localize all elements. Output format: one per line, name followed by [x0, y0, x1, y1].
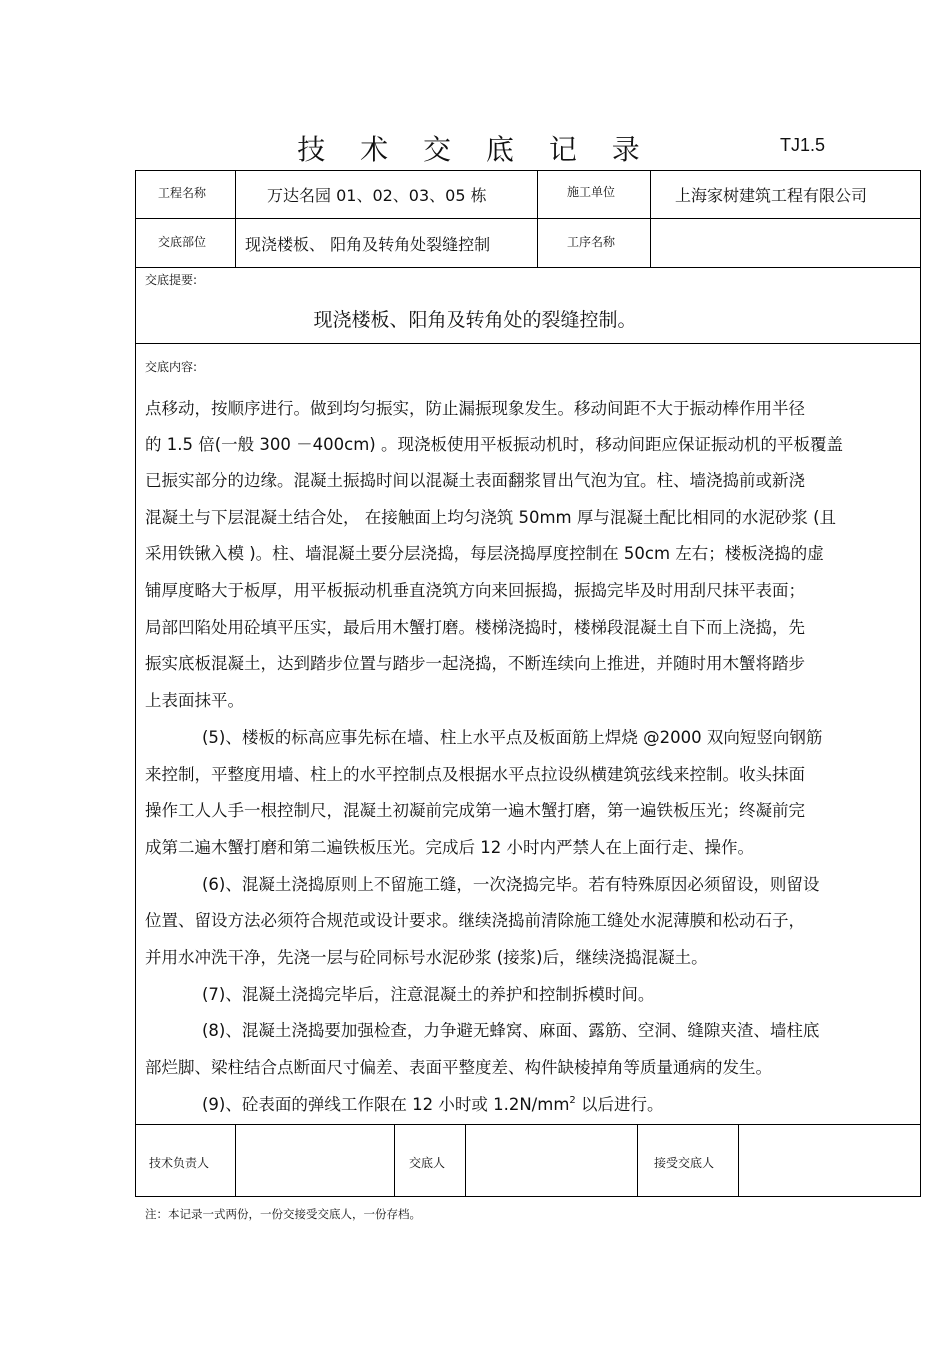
location-label: 交底部位 — [158, 235, 207, 249]
col-divider — [738, 1124, 739, 1197]
summary-label: 交底提要: — [145, 273, 198, 287]
summary-text: 现浇楼板、阳角及转角处的裂缝控制。 — [313, 309, 637, 331]
content-line: 采用铁锹入模 )。柱、墙混凝土要分层浇捣，每层浇捣厚度控制在 50cm 左右；楼板浇捣的虚 — [145, 544, 824, 563]
project-name-value: 万达名园 01、02、03、05 栋 — [267, 186, 487, 205]
contractor-value: 上海家树建筑工程有限公司 — [675, 186, 868, 205]
last-line-suffix: 以后进行。 — [575, 1095, 664, 1114]
tech-lead-label: 技术负责人 — [149, 1156, 210, 1170]
content-line: 的 1.5 倍(一般 300 －400cm) 。现浇板使用平板振动机时，移动间距应保证振动机的平板覆盖 — [145, 435, 843, 454]
content-line: (5)、楼板的标高应事先标在墙、柱上水平点及板面筋上焊烧 @2000 双向短竖向钢筋 — [202, 728, 823, 747]
content-line: 部烂脚、梁柱结合点断面尺寸偏差、表面平整度差、构件缺棱掉角等质量通病的发生。 — [145, 1058, 772, 1077]
col-divider — [235, 1124, 236, 1197]
content-line — [202, 1091, 664, 1115]
contractor-label: 施工单位 — [567, 185, 616, 199]
content-line: 来控制，平整度用墙、柱上的水平控制点及根据水平点拉设纵横建筑弦线来控制。收头抹面 — [145, 765, 805, 784]
content-line: 局部凹陷处用砼填平压实，最后用木蟹打磨。楼梯浇捣时，楼梯段混凝土自下而上浇捣，先 — [145, 618, 805, 637]
content-line: (6)、混凝土浇捣原则上不留施工缝，一次浇捣完毕。若有特殊原因必须留设，则留设 — [202, 875, 820, 894]
discloser-label: 交底人 — [409, 1156, 446, 1170]
location-value: 现浇楼板、 阳角及转角处裂缝控制 — [245, 235, 491, 254]
content-line: (7)、混凝土浇捣完毕后，注意混凝土的养护和控制拆模时间。 — [202, 985, 655, 1004]
process-label: 工序名称 — [567, 235, 616, 249]
content-line: 已振实部分的边缘。混凝土振捣时间以混凝土表面翻浆冒出气泡为宜。柱、墙浇捣前或新浇 — [145, 471, 805, 490]
content-line: 位置、留设方法必须符合规范或设计要求。继续浇捣前清除施工缝处水泥薄膜和松动石子， — [145, 911, 805, 930]
col-divider — [650, 170, 651, 267]
footnote: 注：本记录一式两份，一份交接受交底人，一份存档。 — [145, 1207, 421, 1221]
content-line: 振实底板混凝土，达到踏步位置与踏步一起浇捣，不断连续向上推进，并随时用木蟹将踏步 — [145, 654, 805, 673]
superscript-2: 2 — [569, 1095, 576, 1106]
row-divider — [135, 343, 921, 344]
col-divider — [465, 1124, 466, 1197]
content-line: 成第二遍木蟹打磨和第二遍铁板压光。完成后 12 小时内严禁人在上面行走、操作。 — [145, 838, 754, 857]
content-line: 点移动，按顺序进行。做到均匀振实，防止漏振现象发生。移动间距不大于振动棒作用半径 — [145, 399, 805, 418]
content-line: 操作工人人手一根控制尺，混凝土初凝前完成第一遍木蟹打磨，第一遍铁板压光；终凝前完 — [145, 801, 805, 820]
row-divider — [135, 218, 921, 219]
content-line: 并用水冲洗干净，先浇一层与砼同标号水泥砂浆 (接浆)后，继续浇捣混凝土。 — [145, 948, 708, 967]
document-title: 技 术 交 底 记 录 — [297, 133, 653, 166]
receiver-label: 接受交底人 — [654, 1156, 715, 1170]
col-divider — [637, 1124, 638, 1197]
row-divider — [135, 267, 921, 268]
content-line: 上表面抹平。 — [145, 691, 244, 710]
col-divider — [537, 170, 538, 267]
row-divider — [135, 1124, 921, 1125]
content-line: 混凝土与下层混凝土结合处， 在接触面上均匀浇筑 50mm 厚与混凝土配比相同的水泥砂浆 (且 — [145, 508, 837, 527]
project-name-label: 工程名称 — [158, 186, 207, 200]
content-label: 交底内容: — [145, 360, 198, 374]
col-divider — [394, 1124, 395, 1197]
last-line-prefix: (9)、砼表面的弹线工作限在 12 小时或 1.2N/mm — [202, 1095, 570, 1114]
content-line: (8)、混凝土浇捣要加强检查，力争避无蜂窝、麻面、露筋、空洞、缝隙夹渣、墙柱底 — [202, 1021, 820, 1040]
document-code: TJ1.5 — [780, 135, 826, 155]
col-divider — [235, 170, 236, 267]
content-line: 铺厚度略大于板厚，用平板振动机垂直浇筑方向来回振捣，振捣完毕及时用刮尺抹平表面； — [145, 581, 805, 600]
